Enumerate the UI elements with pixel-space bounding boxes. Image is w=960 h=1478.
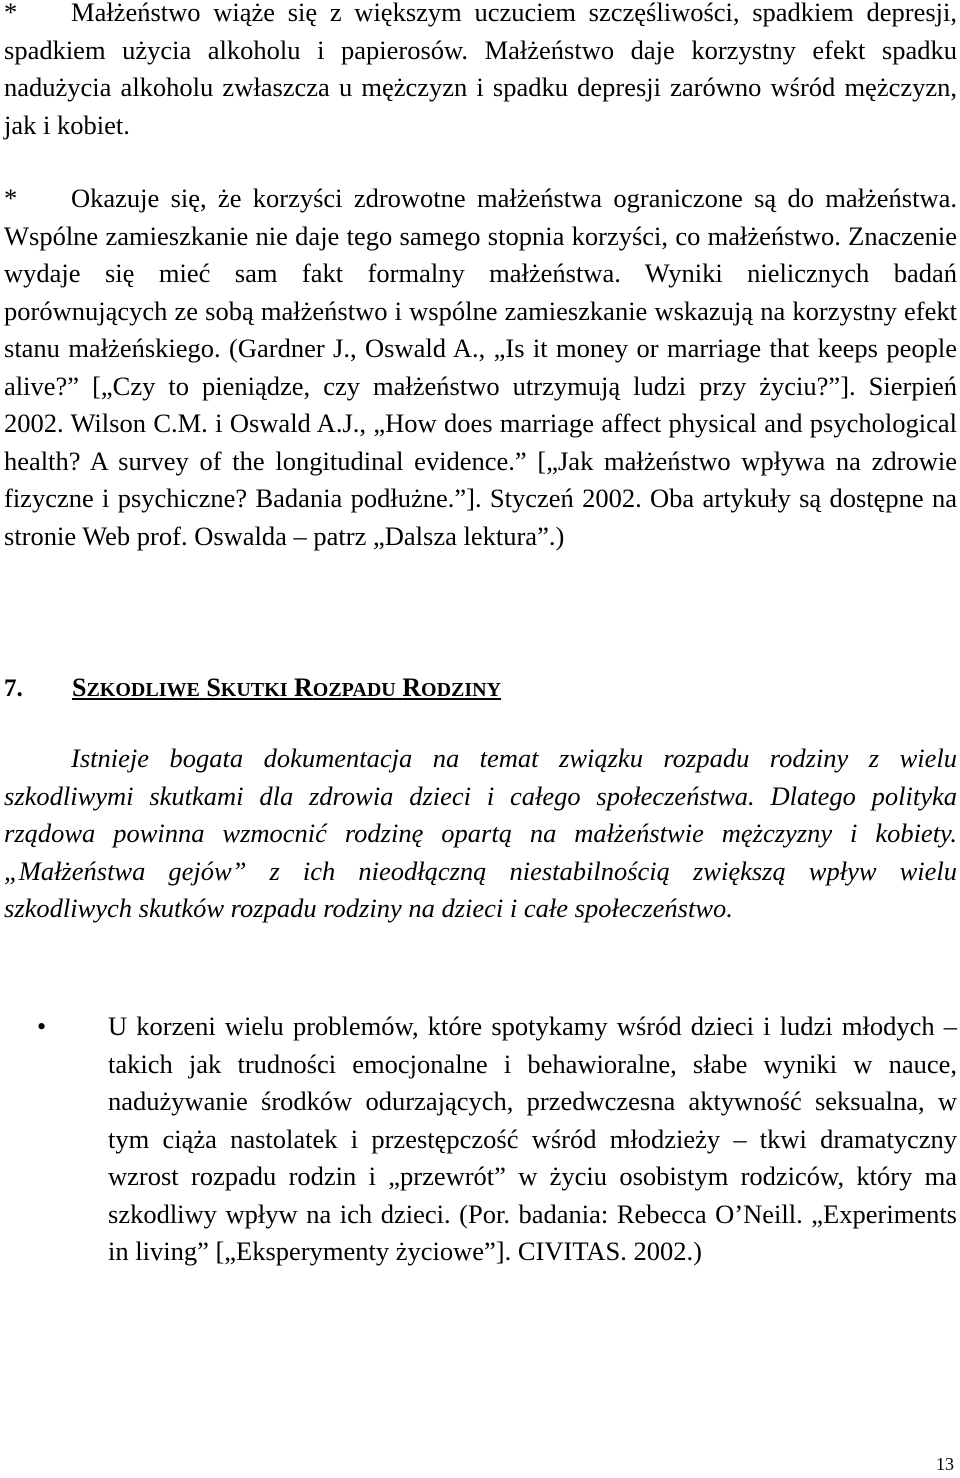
summary-text: Istnieje bogata dokumentacja na temat związku rozpadu rodziny z wielu szkodliwymi skutkami dla zdrowia dzieci i całego społeczeństwa. Dlatego polityka rządowa powinna wzmocnić rodzinę opartą na małżeństwie mężczyzny i kobiety. „Małżeństwa gejów” z ich nieodłączną niestabilnością zwiększą wpływ wielu szkodliwych skutków rozpadu rodziny na dzieci i całe społeczeństwo. [4, 743, 957, 923]
section-number: 7. [4, 675, 23, 702]
section-summary [4, 740, 957, 928]
summary-indent [4, 743, 71, 773]
paragraph-health-benefits [4, 180, 957, 555]
title-initial: S [206, 673, 221, 702]
bullet-text: U korzeni wielu problemów, które spotykamy wśród dzieci i ludzi młodych – takich jak trudności emocjonalne i behawioralne, słabe wyniki w nauce, nadużywanie środków odurzających, przedwczesna aktywność seksualna, w tym ciąża nastolatek i przestępczość wśród młodzieży – tkwi dramatyczny wzrost rozpadu rodzin i „przewrót” w życiu osobistym rodziców, który ma szkodliwy wpływ na ich dzieci. (Por. badania: Rebecca O’Neill. „Experiments in living” [„Eksperymenty życiowe”]. CIVITAS. 2002.) [108, 1011, 957, 1266]
bullet-icon: • [37, 1012, 47, 1041]
title-word: OZPADU [312, 679, 396, 701]
section-heading [4, 670, 501, 708]
paragraph-text: Małżeństwo wiąże się z większym uczuciem szczęśliwości, spadkiem depresji, spadkiem użycia alkoholu i papierosów. Małżeństwo daje korzystny efekt spadku nadużycia alkoholu zwłaszcza u mężczyzn i spadku depresji zarówno wśród mężczyzn, jak i kobiet. [4, 0, 957, 140]
document-page [4, 0, 957, 1478]
title-initial: R [293, 673, 313, 702]
title-word: ZKODLIWE [86, 679, 200, 701]
title-word: KUTKI [220, 679, 288, 701]
title-initial: S [72, 673, 87, 702]
title-initial: R [402, 673, 422, 702]
title-word: ODZINY [421, 679, 502, 701]
paragraph-marriage-happiness [4, 0, 957, 144]
asterisk-marker: * [4, 183, 18, 213]
asterisk-marker: * [4, 0, 18, 27]
section-title [72, 673, 501, 702]
page-number: 13 [936, 1454, 954, 1474]
paragraph-text: Okazuje się, że korzyści zdrowotne małżeństwa ograniczone są do małżeństwa. Wspólne zamieszkanie nie daje tego samego stopnia korzyści, co małżeństwo. Znaczenie wydaje się mieć sam fakt formalny małżeństwa. Wyniki nielicznych badań porównujących ze sobą małżeństwo i wspólne zamieszkanie wskazują na korzystny efekt stanu małżeńskiego. (Gardner J., Oswald A., „Is it money or marriage that keeps people alive?” [„Czy to pieniądze, czy małżeństwo utrzymują ludzi przy życiu?”]. Sierpień 2002. Wilson C.M. i Oswald A.J., „How does marriage affect physical and psychological health? A survey of the longitudinal evidence.” [„Jak małżeństwo wpływa na zdrowie fizyczne i psychiczne? Badania podłużne.”]. Styczeń 2002. Oba artykuły są dostępne na stronie Web prof. Oswalda – patrz „Dalsza lektura”.) [4, 183, 957, 551]
